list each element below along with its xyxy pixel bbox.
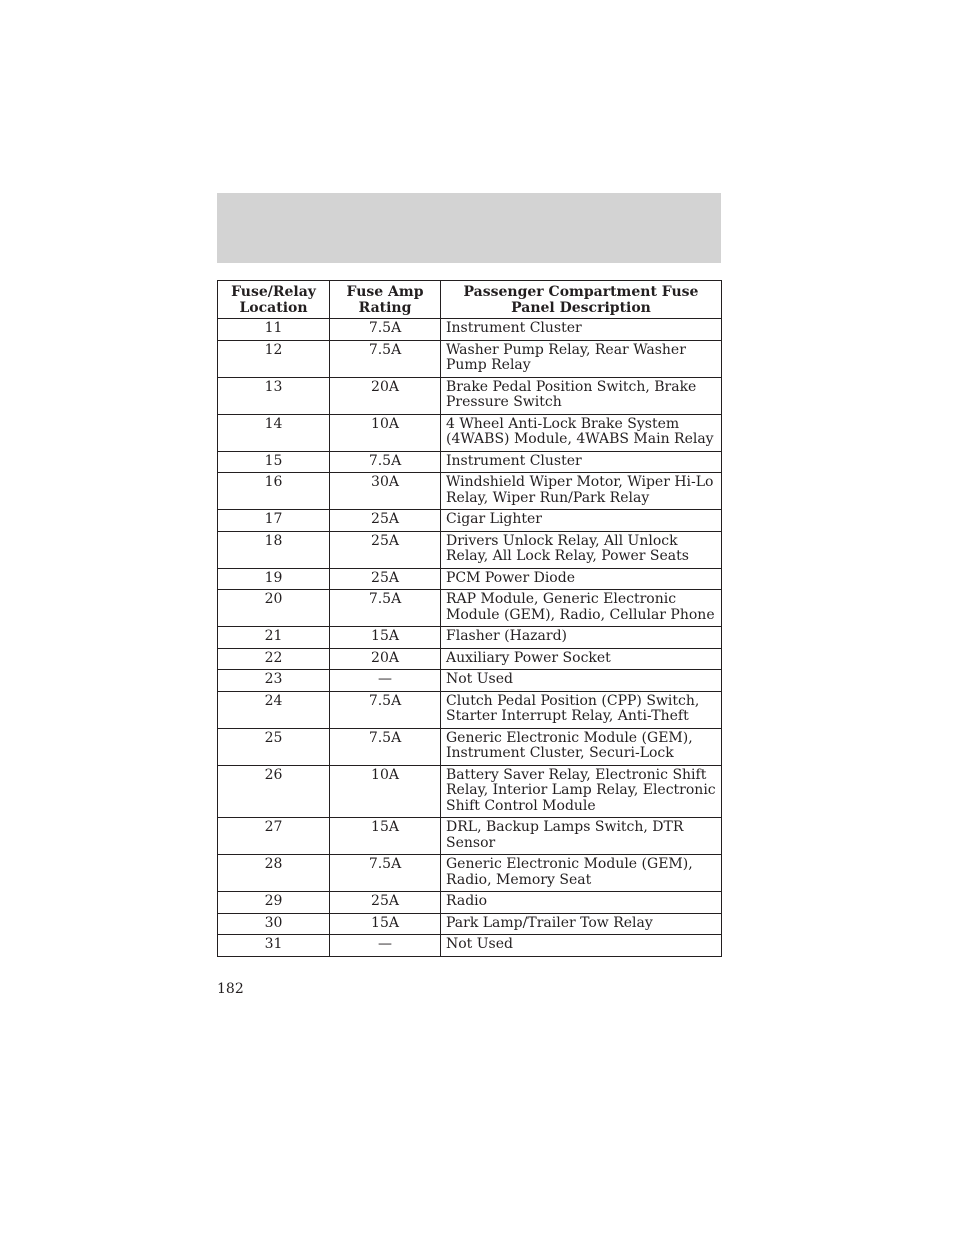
fuse-description: Park Lamp/Trailer Tow Relay (441, 913, 722, 935)
fuse-location: 21 (218, 627, 330, 649)
fuse-location: 16 (218, 473, 330, 510)
table-row (218, 670, 722, 692)
table-row (218, 855, 722, 892)
table-row (218, 627, 722, 649)
fuse-location: 15 (218, 451, 330, 473)
page-number: 182 (217, 981, 244, 997)
table-row (218, 892, 722, 914)
fuse-amp: 10A (330, 765, 441, 818)
fuse-location: 26 (218, 765, 330, 818)
table-row (218, 765, 722, 818)
fuse-location: 23 (218, 670, 330, 692)
fuse-description: Clutch Pedal Position (CPP) Switch, Starter Interrupt Relay, Anti-Theft (441, 691, 722, 728)
fuse-amp: 7.5A (330, 451, 441, 473)
fuse-description: DRL, Backup Lamps Switch, DTR Sensor (441, 818, 722, 855)
header-amp-rating: Fuse Amp Rating (330, 281, 441, 319)
fuse-description: Instrument Cluster (441, 451, 722, 473)
fuse-amp: 15A (330, 627, 441, 649)
table-row (218, 473, 722, 510)
table-row (218, 414, 722, 451)
fuse-description: Battery Saver Relay, Electronic Shift Relay, Interior Lamp Relay, Electronic Shift Control Module (441, 765, 722, 818)
table-row (218, 691, 722, 728)
fuse-amp: — (330, 670, 441, 692)
fuse-location: 11 (218, 319, 330, 341)
fuse-location: 24 (218, 691, 330, 728)
fuse-location: 29 (218, 892, 330, 914)
fuse-description: PCM Power Diode (441, 568, 722, 590)
table-row (218, 568, 722, 590)
header-description: Passenger Compartment Fuse Panel Description (441, 281, 722, 319)
fuse-amp: 7.5A (330, 319, 441, 341)
fuse-location: 22 (218, 648, 330, 670)
fuse-description: Radio (441, 892, 722, 914)
fuse-amp: 7.5A (330, 590, 441, 627)
section-header-band (217, 193, 721, 263)
table-row (218, 451, 722, 473)
header-location: Fuse/Relay Location (218, 281, 330, 319)
table-header-row (218, 281, 722, 319)
fuse-description: Auxiliary Power Socket (441, 648, 722, 670)
fuse-amp: 7.5A (330, 340, 441, 377)
table-row (218, 913, 722, 935)
fuse-table (217, 280, 722, 957)
fuse-description: Generic Electronic Module (GEM), Instrument Cluster, Securi-Lock (441, 728, 722, 765)
fuse-amp: 15A (330, 913, 441, 935)
table-row (218, 818, 722, 855)
fuse-amp: 15A (330, 818, 441, 855)
fuse-description: Cigar Lighter (441, 510, 722, 532)
fuse-description: Not Used (441, 670, 722, 692)
fuse-amp: 20A (330, 648, 441, 670)
fuse-amp: — (330, 935, 441, 957)
fuse-description: Not Used (441, 935, 722, 957)
fuse-description: Washer Pump Relay, Rear Washer Pump Relay (441, 340, 722, 377)
fuse-location: 13 (218, 377, 330, 414)
fuse-description: 4 Wheel Anti-Lock Brake System (4WABS) Module, 4WABS Main Relay (441, 414, 722, 451)
fuse-description: Generic Electronic Module (GEM), Radio, Memory Seat (441, 855, 722, 892)
fuse-location: 30 (218, 913, 330, 935)
fuse-amp: 30A (330, 473, 441, 510)
table-row (218, 648, 722, 670)
table-row (218, 935, 722, 957)
fuse-location: 19 (218, 568, 330, 590)
fuse-location: 31 (218, 935, 330, 957)
fuse-location: 20 (218, 590, 330, 627)
table-row (218, 319, 722, 341)
fuse-location: 18 (218, 531, 330, 568)
fuse-location: 27 (218, 818, 330, 855)
fuse-description: RAP Module, Generic Electronic Module (GEM), Radio, Cellular Phone (441, 590, 722, 627)
fuse-amp: 7.5A (330, 691, 441, 728)
fuse-location: 17 (218, 510, 330, 532)
table-row (218, 377, 722, 414)
fuse-location: 25 (218, 728, 330, 765)
fuse-amp: 7.5A (330, 855, 441, 892)
fuse-location: 14 (218, 414, 330, 451)
fuse-amp: 10A (330, 414, 441, 451)
fuse-description: Flasher (Hazard) (441, 627, 722, 649)
table-row (218, 510, 722, 532)
fuse-amp: 25A (330, 510, 441, 532)
fuse-location: 28 (218, 855, 330, 892)
fuse-location: 12 (218, 340, 330, 377)
fuse-amp: 25A (330, 531, 441, 568)
fuse-amp: 25A (330, 892, 441, 914)
fuse-description: Windshield Wiper Motor, Wiper Hi-Lo Relay, Wiper Run/Park Relay (441, 473, 722, 510)
fuse-description: Drivers Unlock Relay, All Unlock Relay, All Lock Relay, Power Seats (441, 531, 722, 568)
table-row (218, 340, 722, 377)
fuse-description: Brake Pedal Position Switch, Brake Pressure Switch (441, 377, 722, 414)
table-row (218, 728, 722, 765)
fuse-amp: 25A (330, 568, 441, 590)
fuse-description: Instrument Cluster (441, 319, 722, 341)
table-row (218, 590, 722, 627)
fuse-amp: 7.5A (330, 728, 441, 765)
table-row (218, 531, 722, 568)
fuse-amp: 20A (330, 377, 441, 414)
